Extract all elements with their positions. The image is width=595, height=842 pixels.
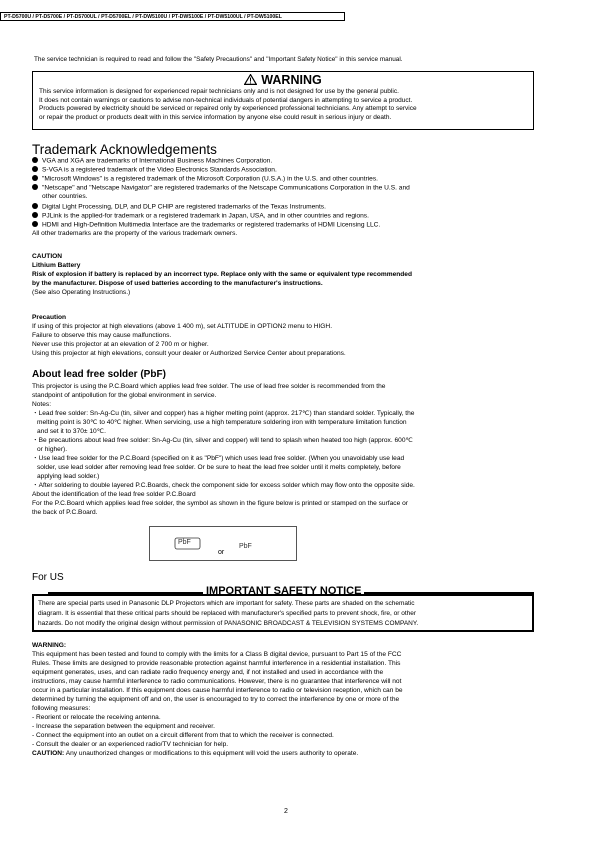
precaution-line-2: Failure to observe this may cause malfunctions. — [32, 332, 172, 339]
warning-title-text: WARNING — [261, 73, 322, 87]
fcc-caution-text: Any unauthorized changes or modifications to this equipment will void the users authority to operate. — [64, 750, 359, 757]
service-notice: The service technician is required to read and follow the "Safety Precautions" and "Important Safety Notice" in this service manual. — [34, 56, 403, 63]
caution-line-1: Risk of explosion if battery is replaced by an incorrect type. Replace only with the same or equivalent type recommended — [32, 271, 412, 278]
bullet-icon — [32, 184, 38, 190]
caution-line-3: (See also Operating Instructions.) — [32, 289, 131, 296]
fcc-measure-1: - Reorient or relocate the receiving antenna. — [32, 714, 161, 721]
pbf-title: About lead free solder (PbF) — [32, 369, 166, 380]
bullet-icon — [32, 221, 38, 227]
trademark-item-2: S-VGA is a registered trademark of the Video Electronics Standards Association. — [32, 166, 277, 175]
important-title: IMPORTANT SAFETY NOTICE — [203, 585, 364, 597]
pbf-note-2b: or higher). — [37, 446, 68, 453]
trademark-item-1: VGA and XGA are trademarks of International Business Machines Corporation. — [32, 157, 272, 166]
fcc-line-4: instructions, may cause harmful interference to radio communications. However, there is no guarantee that interference will not — [32, 678, 402, 685]
bullet-icon — [32, 166, 38, 172]
fcc-title: WARNING: — [32, 642, 67, 649]
precaution-line-3: Never use this projector at an elevation of 2 700 m or higher. — [32, 341, 209, 348]
pbf-symbol-1: PbF — [178, 539, 191, 546]
pbf-id-2: For the P.C.Board which applies lead free solder, the symbol as shown in the figure below is printed or stamped on the surface or — [32, 500, 408, 507]
fcc-line-2: Rules. These limits are designed to provide reasonable protection against harmful interference in a residential installation. This — [32, 660, 401, 667]
bullet-icon — [32, 212, 38, 218]
trademark-title: Trademark Acknowledgements — [32, 142, 217, 157]
warning-line-4: or repair the product or products dealt with in this service information by anyone else could result in serious injury or death. — [39, 113, 392, 121]
bullet-icon — [32, 203, 38, 209]
warning-triangle-icon — [244, 74, 257, 85]
trademark-item-5: Digital Light Processing, DLP, and DLP CHIP are registered trademarks of the Texas Instruments. — [32, 203, 326, 212]
pbf-or: or — [218, 549, 225, 556]
for-us-label: For US — [32, 572, 64, 583]
fcc-line-7: following measures: — [32, 705, 91, 712]
fcc-measure-2: - Increase the separation between the equipment and receiver. — [32, 723, 215, 730]
pbf-notes-label: Notes: — [32, 401, 52, 408]
trademark-item-3: "Microsoft Windows" is a registered trademark of the Microsoft Corporation (U.S.A.) in the U.S. and other countries. — [32, 175, 378, 184]
bullet-icon — [32, 157, 38, 163]
model-header: PT-D5700U / PT-D5700E / PT-D5700UL / PT-D5700EL / PT-DW5100U / PT-DW5100E / PT-DW5100UL / PT-DW5100EL — [0, 12, 345, 21]
warning-title — [33, 73, 533, 87]
caution-title: CAUTION — [32, 253, 63, 260]
page-number: 2 — [284, 808, 288, 815]
important-box — [32, 594, 534, 632]
fcc-caution-label: CAUTION: — [32, 750, 65, 757]
pbf-symbol-figure — [149, 526, 297, 561]
trademark-item-4-cont: other countries. — [42, 193, 88, 200]
pbf-intro-2: standpoint of antipollution for the global environment in service. — [32, 392, 217, 399]
precaution-title: Precaution — [32, 314, 67, 321]
warning-line-3: Products powered by electricity should be serviced or repaired only by experienced professional technicians. Any attempt to service — [39, 105, 417, 112]
important-line-2: diagram. It is essential that these critical parts should be replaced with manufacturer's specified parts to prevent shock, fire, or other — [38, 610, 417, 617]
pbf-note-1b: melting point is 30℃ to 40℃ higher. When servicing, use a high temperature soldering iron with temperature limitation function — [37, 419, 407, 426]
warning-line-1: This service information is designed for experienced repair technicians only and is not designed for use by the general public. — [39, 88, 399, 95]
caution-subtitle: Lithium Battery — [32, 262, 81, 269]
pbf-symbol-2: PbF — [239, 543, 252, 550]
pbf-note-2a: ・Be precautions about lead free solder: Sn-Ag-Cu (tin, silver and copper) will tend to splash when heated too high (approx. 600℃ — [32, 437, 413, 444]
pbf-note-1c: and set it to 370± 10℃. — [37, 428, 106, 435]
fcc-caution — [32, 750, 358, 758]
trademark-item-6: PJLink is the applied-for trademark or a registered trademark in Japan, USA, and in other countries and regions. — [32, 212, 369, 221]
pbf-note-3c: applying lead solder.) — [37, 473, 100, 480]
trademark-item-4: "Netscape" and "Netscape Navigator" are registered trademarks of the Netscape Communications Corporation in the U.S. and — [32, 184, 410, 193]
pbf-note-3a: ・Use lead free solder for the P.C.Board (specified on it as "PbF") which uses lead free solder. (When you unavoidably use lead — [32, 455, 405, 462]
fcc-line-5: occur in a particular installation. If this equipment does cause harmful interference to radio or television reception, which can be — [32, 687, 403, 694]
pbf-id-1: About the identification of the lead free solder P.C.Board — [32, 491, 196, 498]
pbf-note-3b: solder, use lead solder after removing lead free solder. Or be sure to heat the lead free solder until it melts completely, before — [37, 464, 401, 471]
caution-line-2: by the manufacturer. Dispose of used batteries according to the manufacturer's instructions. — [32, 280, 323, 287]
precaution-line-4: Using this projector at high elevations, consult your dealer or Authorized Service Center about preparations. — [32, 350, 346, 357]
fcc-measure-4: - Consult the dealer or an experienced radio/TV technician for help. — [32, 741, 229, 748]
warning-box — [32, 71, 534, 130]
important-line-3: hazards. Do not modify the original design without permission of PANASONIC BROADCAST & TELEVISION SYSTEMS COMPANY. — [38, 620, 419, 627]
pbf-intro-1: This projector is using the P.C.Board which applies lead free solder. The use of lead free solder is recommended from the — [32, 383, 386, 390]
fcc-line-1: This equipment has been tested and found to comply with the limits for a Class B digital device, pursuant to Part 15 of the FCC — [32, 651, 402, 658]
important-line-1: There are special parts used in Panasonic DLP Projectors which are important for safety. These parts are shaded on the schematic — [38, 600, 415, 607]
trademark-item-7: HDMI and High-Definition Multimedia Interface are the trademarks or registered trademarks of HDMI Licensing LLC. — [32, 221, 380, 230]
warning-line-2: It does not contain warnings or cautions to advise non-technical individuals of potential dangers in attempting to service a product. — [39, 96, 413, 104]
bullet-icon — [32, 175, 38, 181]
trademark-footer: All other trademarks are the property of the various trademark owners. — [32, 230, 238, 237]
fcc-line-3: equipment generates, uses, and can radiate radio frequency energy and, if not installed and used in accordance with the — [32, 669, 384, 676]
pbf-id-3: the back of P.C.Board. — [32, 509, 98, 516]
fcc-line-6: determined by turning the equipment off and on, the user is encouraged to try to correct the interference by one or more of the — [32, 696, 400, 703]
pbf-note-1a: ・Lead free solder: Sn-Ag-Cu (tin, silver and copper) has a higher melting point (approx. 217℃) than standard solder. Typically, the — [32, 410, 415, 417]
fcc-measure-3: - Connect the equipment into an outlet on a circuit different from that to which the receiver is connected. — [32, 732, 334, 739]
pbf-note-4: ・After soldering to double layered P.C.Boards, check the component side for excess solder which may flow onto the opposite side. — [32, 482, 415, 489]
precaution-line-1: If using of this projector at high elevations (above 1 400 m), set ALTITUDE in OPTION2 menu to HIGH. — [32, 323, 333, 330]
